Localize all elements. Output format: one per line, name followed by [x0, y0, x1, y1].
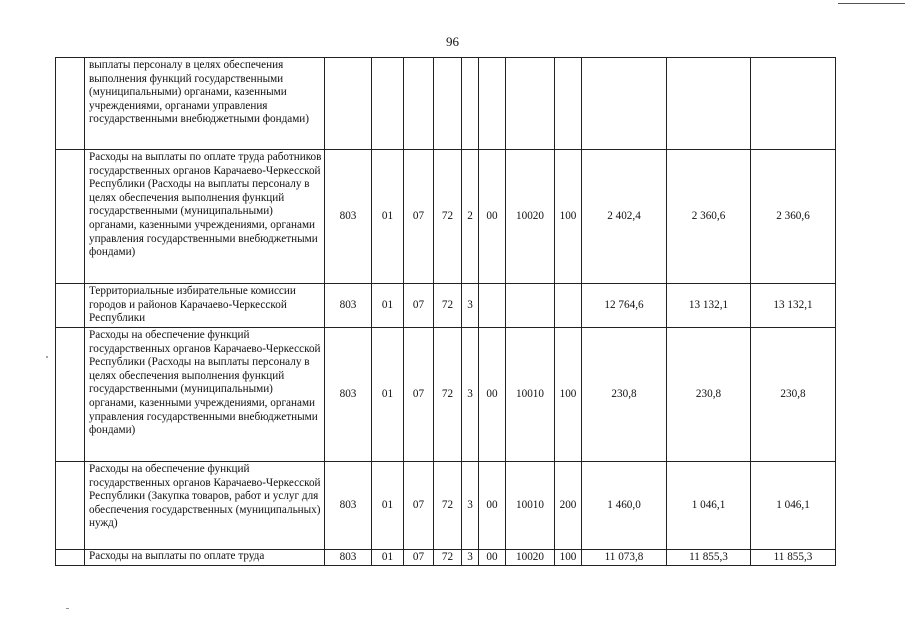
cell-blank: [56, 284, 85, 328]
cell-blank: [56, 58, 85, 150]
cell-subsection: [404, 58, 434, 150]
cell-description: Расходы на выплаты по оплате труда: [85, 550, 325, 566]
cell-section: 01: [372, 150, 404, 284]
cell-blank: [56, 550, 85, 566]
cell-subprogram: 3: [462, 328, 479, 462]
cell-description: выплаты персоналу в целях обеспечения выполнения функций государственными (муниципальными) органами, казенными учреждениями, органами управления государственными внебюджетными фондами): [85, 58, 325, 150]
cell-subprogram: 3: [462, 462, 479, 550]
cell-direction: 00: [479, 150, 506, 284]
scan-edge-line: [838, 3, 905, 4]
cell-ministry: [325, 58, 372, 150]
cell-sum-1: 230,8: [582, 328, 667, 462]
cell-description: Расходы на выплаты по оплате труда работников государственных органов Карачаево-Черкесской Республики (Расходы на выплаты персоналу в целях обеспечения выполнения функций государственными (муниципальными) органами, казенными учреждениями, органами управления государственными внебюджетными фондами): [85, 150, 325, 284]
cell-sum-1: 12 764,6: [582, 284, 667, 328]
cell-subsection: 07: [404, 462, 434, 550]
cell-sum-1: 1 460,0: [582, 462, 667, 550]
cell-section: [372, 58, 404, 150]
table-row: [56, 462, 836, 550]
cell-item: [506, 284, 555, 328]
cell-program: 72: [434, 550, 462, 566]
cell-subsection: 07: [404, 150, 434, 284]
cell-subprogram: 3: [462, 284, 479, 328]
cell-section: 01: [372, 462, 404, 550]
scan-speck: [66, 608, 69, 609]
cell-expense-type: 100: [555, 550, 582, 566]
cell-sum-1: 11 073,8: [582, 550, 667, 566]
cell-ministry: 803: [325, 462, 372, 550]
cell-description: Расходы на обеспечение функций государственных органов Карачаево-Черкесской Республики (Расходы на выплаты персоналу в целях обеспечения выполнения функций государственными (муниципальными) органами, казенными учреждениями, органами управления государственными внебюджетными фондами): [85, 328, 325, 462]
cell-program: 72: [434, 284, 462, 328]
cell-expense-type: 100: [555, 328, 582, 462]
cell-subprogram: 3: [462, 550, 479, 566]
cell-subsection: 07: [404, 550, 434, 566]
cell-sum-2: 13 132,1: [667, 284, 751, 328]
cell-direction: 00: [479, 462, 506, 550]
cell-subprogram: [462, 58, 479, 150]
cell-item: 10010: [506, 328, 555, 462]
cell-expense-type: [555, 284, 582, 328]
page-number: 96: [446, 34, 459, 49]
cell-direction: [479, 284, 506, 328]
cell-subsection: 07: [404, 284, 434, 328]
table-body: [56, 58, 836, 566]
cell-blank: [56, 462, 85, 550]
cell-program: 72: [434, 150, 462, 284]
cell-sum-1: 2 402,4: [582, 150, 667, 284]
cell-program: 72: [434, 328, 462, 462]
cell-expense-type: 200: [555, 462, 582, 550]
cell-blank: [56, 150, 85, 284]
budget-table: [55, 57, 836, 566]
table-row: [56, 284, 836, 328]
cell-sum-3: [751, 58, 836, 150]
cell-direction: 00: [479, 328, 506, 462]
cell-item: [506, 58, 555, 150]
cell-item: 10020: [506, 550, 555, 566]
cell-sum-2: 1 046,1: [667, 462, 751, 550]
cell-item: 10020: [506, 150, 555, 284]
scan-speck: [46, 356, 48, 358]
cell-direction: 00: [479, 550, 506, 566]
cell-subsection: 07: [404, 328, 434, 462]
cell-sum-3: 2 360,6: [751, 150, 836, 284]
cell-sum-1: [582, 58, 667, 150]
cell-program: [434, 58, 462, 150]
table-row: [56, 550, 836, 566]
cell-sum-2: 230,8: [667, 328, 751, 462]
cell-item: 10010: [506, 462, 555, 550]
cell-sum-3: 13 132,1: [751, 284, 836, 328]
cell-direction: [479, 58, 506, 150]
cell-sum-3: 230,8: [751, 328, 836, 462]
cell-section: 01: [372, 284, 404, 328]
cell-sum-2: 11 855,3: [667, 550, 751, 566]
cell-sum-2: [667, 58, 751, 150]
cell-description: Расходы на обеспечение функций государственных органов Карачаево-Черкесской Республики (Закупка товаров, работ и услуг для обеспечения государственных (муниципальных) нужд): [85, 462, 325, 550]
cell-subprogram: 2: [462, 150, 479, 284]
table-row: [56, 150, 836, 284]
cell-program: 72: [434, 462, 462, 550]
cell-expense-type: [555, 58, 582, 150]
cell-sum-2: 2 360,6: [667, 150, 751, 284]
cell-sum-3: 11 855,3: [751, 550, 836, 566]
cell-ministry: 803: [325, 284, 372, 328]
cell-ministry: 803: [325, 150, 372, 284]
cell-expense-type: 100: [555, 150, 582, 284]
cell-ministry: 803: [325, 328, 372, 462]
cell-section: 01: [372, 328, 404, 462]
table-row: [56, 328, 836, 462]
cell-description: Территориальные избирательные комиссии городов и районов Карачаево-Черкесской Республики: [85, 284, 325, 328]
cell-blank: [56, 328, 85, 462]
cell-section: 01: [372, 550, 404, 566]
cell-ministry: 803: [325, 550, 372, 566]
table-row: [56, 58, 836, 150]
cell-sum-3: 1 046,1: [751, 462, 836, 550]
